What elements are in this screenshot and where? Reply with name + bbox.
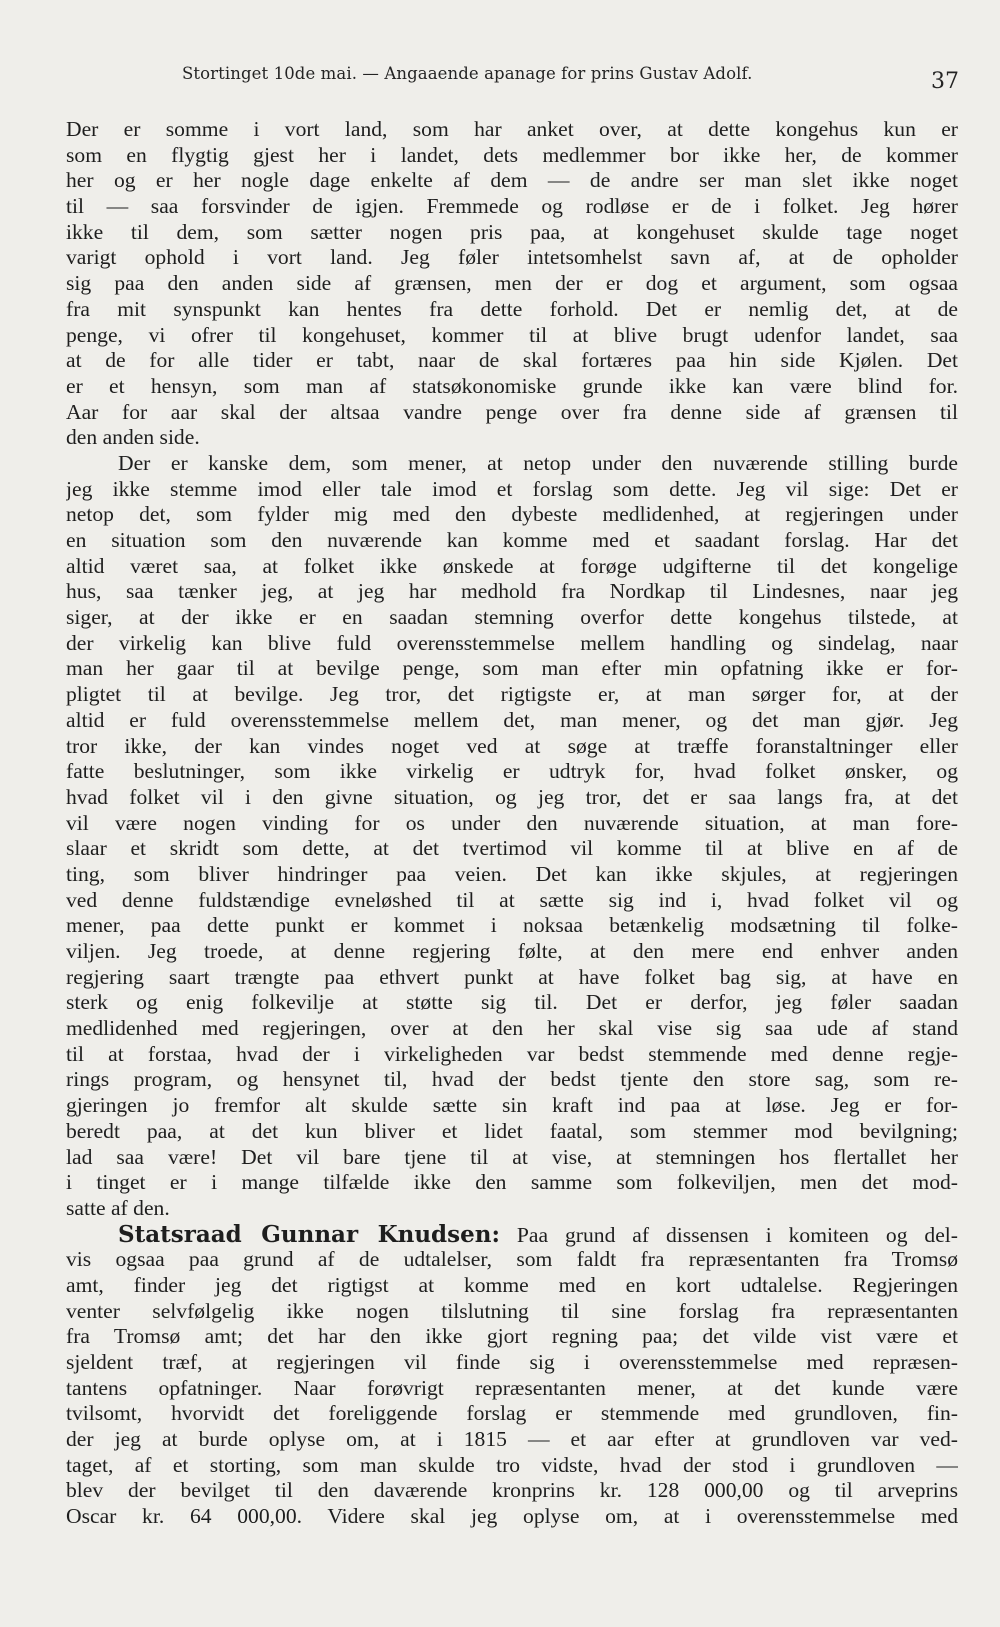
text-line: til at forstaa, hvad der i virkeligheden var bedst stemmende med denne regje- bbox=[66, 1041, 958, 1066]
text-line: ved denne fuldstændige evneløshed til at sætte sig ind i, hvad folket vil og bbox=[66, 887, 958, 912]
text-line: ting, som bliver hindringer paa veien. Det kan ikke skjules, at regjeringen bbox=[66, 861, 958, 886]
text-line: rings program, og hensynet til, hvad der bedst tjente den store sag, som re- bbox=[66, 1067, 958, 1092]
text-line: viljen. Jeg troede, at denne regjering følte, at den mere end enhver anden bbox=[66, 939, 958, 963]
text-line: hus, saa tænker jeg, at jeg har medhold fra Nordkap til Lindesnes, naar jeg bbox=[66, 579, 958, 604]
text-line: Aar for aar skal der altsaa vandre penge over fra denne side af grænsen til bbox=[66, 399, 958, 424]
text-line: varigt ophold i vort land. Jeg føler intetsomhelst savn af, at de opholder bbox=[66, 245, 958, 270]
text-line: sterk og enig folkevilje at støtte sig til. Det er derfor, jeg føler saadan bbox=[66, 990, 958, 1015]
body-text bbox=[66, 117, 958, 1530]
text-line: regjering saart trængte paa ethvert punkt at have folket bag sig, at have en bbox=[66, 964, 958, 989]
text-line: en situation som den nuværende kan komme med et saadant forslag. Har det bbox=[66, 528, 958, 552]
text-line: satte af den. bbox=[66, 1195, 170, 1220]
text-line: Der er kanske dem, som mener, at netop under den nuværende stilling burde bbox=[118, 450, 958, 475]
text-line: altid er fuld overensstemmelse mellem det, man mener, og det man gjør. Jeg bbox=[66, 707, 958, 732]
text-line: at de for alle tider er tabt, naar de skal fortæres paa hin side Kjølen. Det bbox=[66, 348, 958, 373]
text-line: til — saa forsvinder de igjen. Fremmede og rodløse er de i folket. Jeg hører bbox=[66, 194, 958, 219]
text-line: vil være nogen vinding for os under den nuværende situation, at man fore- bbox=[66, 810, 958, 835]
text-line: netop det, som fylder mig med den dybeste medlidenhed, at regjeringen under bbox=[66, 502, 958, 527]
text-line: beredt paa, at det kun bliver et lidet faatal, som stemmer mod bevilgning; bbox=[66, 1118, 958, 1143]
text-line: der jeg at burde oplyse om, at i 1815 — et aar efter at grundloven var ved- bbox=[66, 1427, 958, 1452]
text-line: amt, finder jeg det rigtigst at komme med en kort udtalelse. Regjeringen bbox=[66, 1272, 958, 1297]
text-line: ikke til dem, som sætter nogen pris paa, at kongehuset skulde tage noget bbox=[66, 219, 958, 244]
text-line: fra Tromsø amt; det har den ikke gjort regning paa; det vilde vist være et bbox=[66, 1324, 958, 1349]
text-line: siger, at der ikke er en saadan stemning overfor dette kongehus tilstede, at bbox=[66, 605, 958, 630]
text-line: fra mit synspunkt kan hentes fra dette forhold. Det er nemlig det, at de bbox=[66, 296, 958, 321]
speaker-line-text: Paa grund af dissensen i komiteen og del- bbox=[516, 1222, 958, 1247]
page-number: 37 bbox=[931, 69, 959, 94]
text-line: sig paa den anden side af grænsen, men der er dog et argument, som ogsaa bbox=[66, 271, 958, 296]
paragraph-3 bbox=[66, 1222, 958, 1530]
text-line: lad saa være! Det vil bare tjene til at vise, at stemningen hos flertallet her bbox=[66, 1144, 958, 1169]
text-line: i tinget er i mange tilfælde ikke den samme som folkeviljen, men det mod- bbox=[66, 1170, 958, 1195]
text-line: den anden side. bbox=[66, 425, 200, 450]
text-line: slaar et skridt som dette, at det tvertimod vil komme til at blive en af de bbox=[66, 836, 958, 861]
text-line: jeg ikke stemme imod eller tale imod et forslag som dette. Jeg vil sige: Det er bbox=[66, 476, 958, 501]
paragraph-1 bbox=[66, 117, 958, 451]
text-line: tvilsomt, hvorvidt det foreliggende forslag er stemmende med grundloven, fin- bbox=[66, 1401, 958, 1426]
text-line: Der er somme i vort land, som har anket over, at dette kongehus kun er bbox=[66, 117, 958, 141]
text-line: medlidenhed med regjeringen, over at den her skal vise sig saa ude af stand bbox=[66, 1016, 958, 1041]
speaker-name: Statsraad Gunnar Knudsen: bbox=[118, 1221, 500, 1248]
text-line: tantens opfatninger. Naar forøvrigt repræsentanten mener, at det kunde være bbox=[66, 1375, 958, 1400]
text-line: venter selvfølgelig ikke nogen tilslutning til sine forslag fra repræsentanten bbox=[66, 1298, 958, 1323]
text-line: pligtet til at bevilge. Jeg tror, det rigtigste er, at man sørger for, at der bbox=[66, 682, 958, 707]
text-line: vis ogsaa paa grund af de udtalelser, som faldt fra repræsentanten fra Tromsø bbox=[66, 1247, 958, 1272]
speaker-line bbox=[66, 1222, 958, 1248]
text-line: som en flygtig gjest her i landet, dets medlemmer bor ikke her, de kommer bbox=[66, 142, 958, 167]
text-line: hvad folket vil i den givne situation, og jeg tror, det er saa langs fra, at det bbox=[66, 784, 958, 809]
text-line: tror ikke, der kan vindes noget ved at søge at træffe foranstaltninger eller bbox=[66, 733, 958, 758]
text-line: her og er her nogle dage enkelte af dem — de andre ser man slet ikke noget bbox=[66, 168, 958, 193]
text-line: sjeldent træf, at regjeringen vil finde sig i overensstemmelse med repræsen- bbox=[66, 1350, 958, 1374]
text-line: der virkelig kan blive fuld overensstemmelse mellem handling og sindelag, naar bbox=[66, 630, 958, 655]
text-line: altid været saa, at folket ikke ønskede at forøge udgifterne til det kongelige bbox=[66, 553, 958, 578]
text-line: Oscar kr. 64 000,00. Videre skal jeg oplyse om, at i overensstemmelse med bbox=[66, 1504, 958, 1529]
text-line: man her gaar til at bevilge penge, som man efter min opfatning ikke er for- bbox=[66, 656, 958, 681]
paragraph-2 bbox=[66, 451, 958, 1222]
running-head: Stortinget 10de mai. — Angaaende apanage for prins Gustav Adolf. bbox=[182, 64, 753, 83]
text-line: taget, af et storting, som man skulde tro vidste, hvad der stod i grundloven — bbox=[66, 1452, 958, 1477]
text-line: er et hensyn, som man af statsøkonomiske grunde ikke kan være blind for. bbox=[66, 373, 958, 398]
text-line: blev der bevilget til den daværende kronprins kr. 128 000,00 og til arveprins bbox=[66, 1478, 958, 1503]
text-line: mener, paa dette punkt er kommet i noksaa betænkelig modsætning til folke- bbox=[66, 913, 958, 938]
text-line: gjeringen jo fremfor alt skulde sætte sin kraft ind paa at løse. Jeg er for- bbox=[66, 1093, 958, 1118]
text-line: penge, vi ofrer til kongehuset, kommer til at blive brugt udenfor landet, saa bbox=[66, 322, 958, 347]
text-line: fatte beslutninger, som ikke virkelig er udtryk for, hvad folket ønsker, og bbox=[66, 759, 958, 784]
